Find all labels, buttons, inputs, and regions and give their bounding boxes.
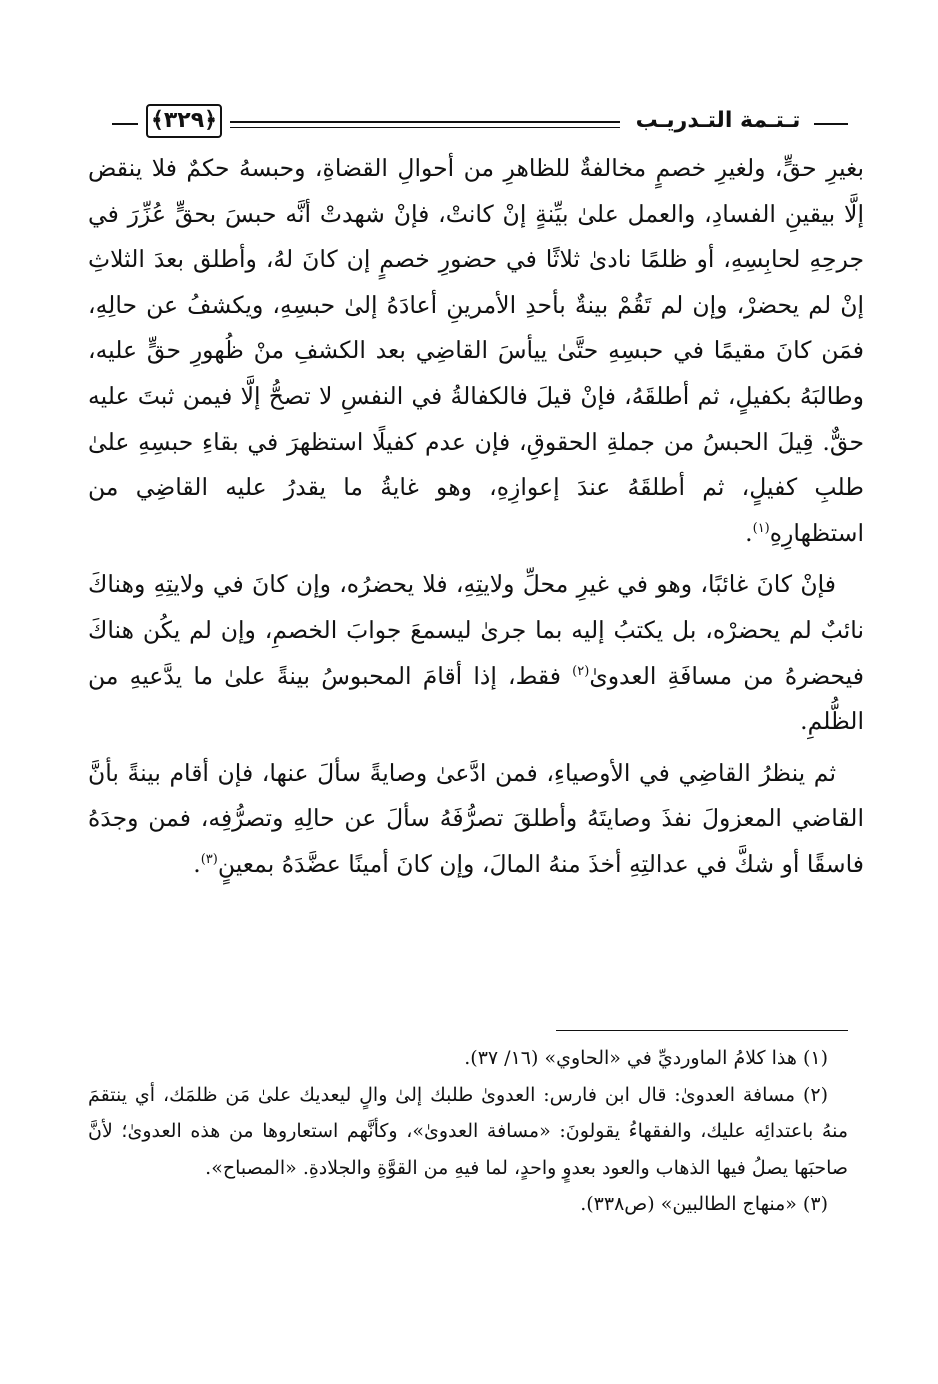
page-number: ﴿٣٢٩﴾	[150, 108, 218, 133]
footnote-ref-1: (١)	[752, 520, 770, 536]
footnote-3: (٣) «منهاج الطالبين» (ص٣٣٨).	[580, 1193, 828, 1215]
paragraph-1	[88, 146, 864, 556]
header-rule-middle	[230, 121, 620, 128]
paragraph-2-tail: فقط، إذا أقامَ المحبوسُ بينةً علىٰ ما يدَّعيهِ من الظُّلمِ.	[88, 661, 864, 736]
paragraph-2-text: فإنْ كانَ غائبًا، وهو في غيرِ محلِّ ولايتِهِ، فلا يحضرُه، وإن كانَ في ولايتِهِ وهناكَ نائبٌ لم يحضرْه، بل يكتبُ إليه بما جرىٰ ليسمعَ جوابَ الخصمِ، وإن لم يكُن هناكَ فيحضرهُ من مسافَةِ العدوىٰ	[88, 570, 865, 690]
paragraph-3-tail: .	[193, 849, 201, 878]
footnotes	[88, 1040, 848, 1223]
footnote-separator	[556, 1030, 848, 1031]
footnote-ref-3: (٣)	[200, 852, 218, 868]
header-rule-right	[814, 123, 848, 125]
footnote-1: (١) هذا كلامُ الماورديِّ في «الحاوي» (١٦/ ٣٧).	[464, 1047, 828, 1069]
paragraph-1-text: بغيرِ حقٍّ، ولغيرِ خصمٍ مخالفةٌ للظاهرِ من أحوالِ القضاةِ، وحبسهُ حكمٌ فلا ينقض إلَّا بيقينِ الفسادِ، والعمل علىٰ بيِّنةٍ إنْ كانتْ، فإنْ شهدتْ أنَّه حبسَ بحقٍّ عُزِّرَ في جرحِهِ لحابِسِهِ، أو ظلمًا نادىٰ ثلاثًا في حضورِ خصمٍ إن كانَ لهُ، وأطلق بعدَ الثلاثِ إنْ لم يحضرْ، وإن لم تَقُمْ بينةٌ بأحدِ الأمرينِ أعادَهُ إلىٰ حبسِهِ، ويكشفُ عن حالِهِ، فمَن كانَ مقيمًا في حبسِهِ حتَّىٰ ييأسَ القاضِي بعد الكشفِ منْ ظُهورِ حقٍّ عليه، وطالبَهُ بكفيلٍ، ثم أطلقَهُ، فإنْ قيلَ فالكفالةُ في النفسِ لا تصحُّ إلَّا فيمن ثبتَ عليه حقٌّ. قِيلَ الحبسُ من جملةِ الحقوقِ، فإن عدم كفيلًا استظهرَ في بقاءِ حبسِهِ علىٰ طلبِ كفيلٍ، ثم أطلقَهُ عندَ إعوازِهِ، وهو غايةُ ما يقدرُ عليه القاضِي من استظهارِهِ	[88, 154, 864, 547]
paragraph-3	[88, 751, 864, 888]
paragraph-2	[88, 562, 864, 744]
running-title: تـتـمة التـدريـب	[635, 108, 801, 133]
footnote-2: (٢) مسافة العدوىٰ: قال ابن فارس: العدوىٰ طلبك إلىٰ والٍ ليعديك علىٰ مَن ظلمَك، أي ينتقمَ منهُ باعتدائِه عليك، والفقهاءُ يقولونَ: «مسافة العدوىٰ»، وكأنَّهم استعاروها من هذه العدوىٰ؛ لأنَّ صاحبَها يصلُ فيها الذهاب والعود بعدوٍ واحدٍ، لما فيهِ من القوَّةِ والجلادةِ. «المصباح».	[88, 1083, 848, 1179]
paragraph-3-text: ثم ينظرُ القاضِي في الأوصياءِ، فمن ادَّعىٰ وصايةً سألَ عنها، فإن أقام بينةً بأنَّ القاضي المعزولَ نفذَ وصايتَهُ وأطلقَ تصرُّفَهُ سألَ عن حالِهِ وتصرُّفِه، فمن وجدَهُ فاسقًا أو شكَّ في عدالتِهِ أخذَ منهُ المالَ، وإن كانَ أمينًا عضَّدَهُ بمعينٍ	[88, 758, 864, 878]
footnote-ref-2: (٢)	[572, 663, 590, 679]
paragraph-1-tail: .	[745, 518, 753, 547]
header-rule-left	[112, 123, 138, 125]
running-header	[112, 100, 848, 144]
page-number-box	[146, 104, 222, 138]
main-text	[88, 146, 864, 888]
